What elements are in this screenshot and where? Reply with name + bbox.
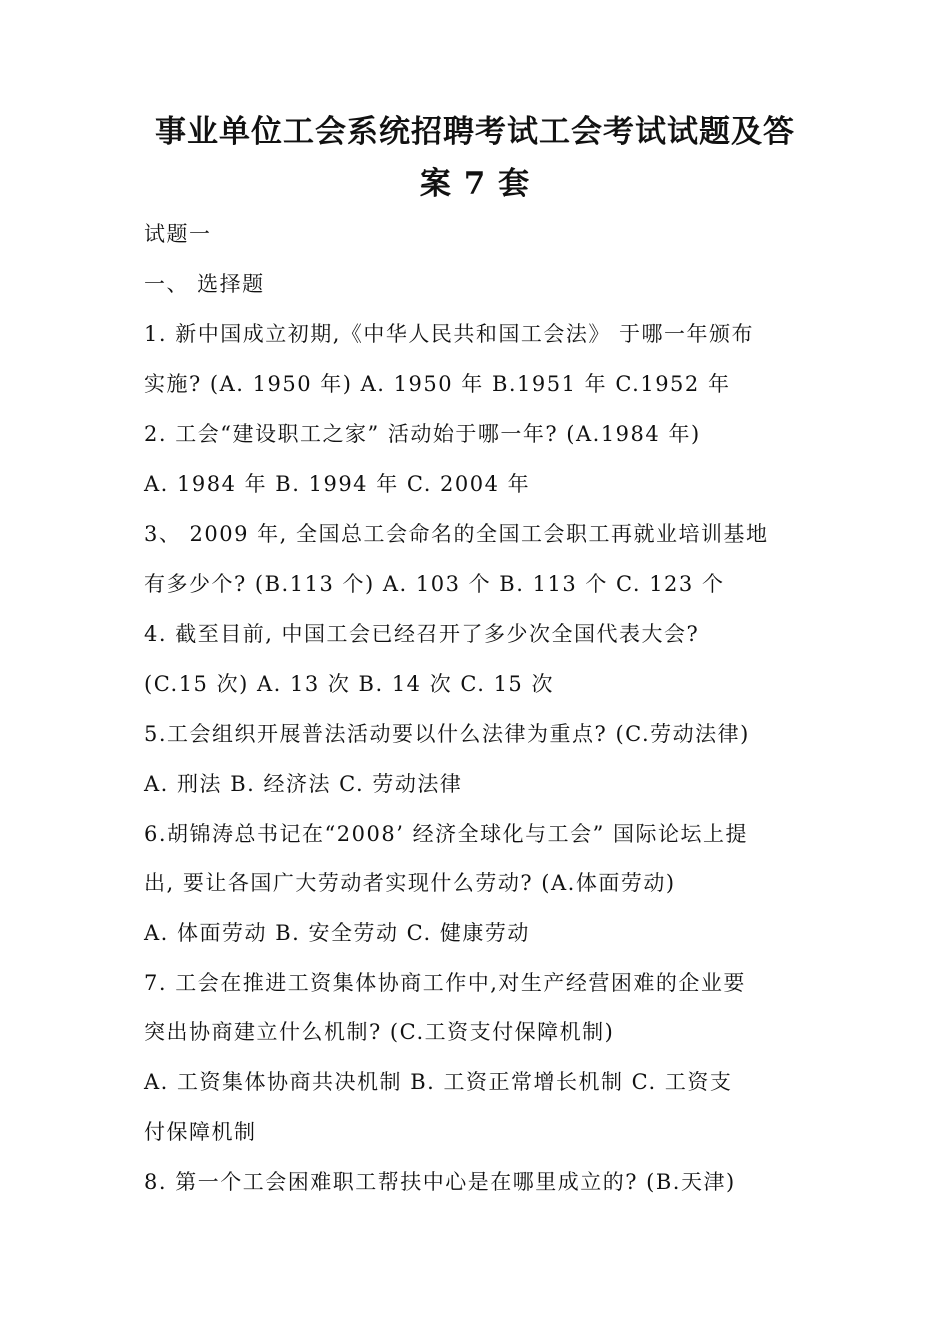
text-line: 1. 新中国成立初期,《中华人民共和国工会法》 于哪一年颁布: [144, 322, 755, 346]
text-line: 3、 2009 年, 全国总工会命名的全国工会职工再就业培训基地: [144, 522, 769, 546]
document-title-line-1: 事业单位工会系统招聘考试工会考试试题及答: [155, 114, 795, 150]
text-line: 有多少个? (B.113 个) A. 103 个 B. 113 个 C. 123 个: [144, 572, 725, 596]
text-line: 2. 工会“建设职工之家” 活动始于哪一年? (A.1984 年): [144, 422, 701, 446]
text-line: A. 体面劳动 B. 安全劳动 C. 健康劳动: [144, 921, 530, 945]
text-line: A. 刑法 B. 经济法 C. 劳动法律: [144, 772, 463, 796]
text-line: 5.工会组织开展普法活动要以什么法律为重点? (C.劳动法律): [144, 722, 750, 746]
text-line: A. 工资集体协商共决机制 B. 工资正常增长机制 C. 工资支: [144, 1070, 733, 1094]
section-heading: 试题一: [144, 222, 212, 246]
text-line: 4. 截至目前, 中国工会已经召开了多少次全国代表大会?: [144, 622, 700, 646]
subsection-heading: 一、 选择题: [144, 272, 265, 296]
text-line: (C.15 次) A. 13 次 B. 14 次 C. 15 次: [144, 672, 554, 696]
text-line: 6.胡锦涛总书记在“2008’ 经济全球化与工会” 国际论坛上提: [144, 822, 748, 846]
text-line: A. 1984 年 B. 1994 年 C. 2004 年: [144, 472, 531, 496]
text-line: 出, 要让各国广大劳动者实现什么劳动? (A.体面劳动): [144, 871, 676, 895]
text-line: 8. 第一个工会困难职工帮扶中心是在哪里成立的? (B.天津): [144, 1170, 736, 1194]
text-line: 突出协商建立什么机制? (C.工资支付保障机制): [144, 1020, 615, 1044]
document-title-line-2: 案 7 套: [419, 166, 531, 202]
text-line: 7. 工会在推进工资集体协商工作中,对生产经营困难的企业要: [144, 971, 746, 995]
text-line: 实施? (A. 1950 年) A. 1950 年 B.1951 年 C.1952 年: [144, 372, 731, 396]
text-line: 付保障机制: [144, 1120, 257, 1144]
